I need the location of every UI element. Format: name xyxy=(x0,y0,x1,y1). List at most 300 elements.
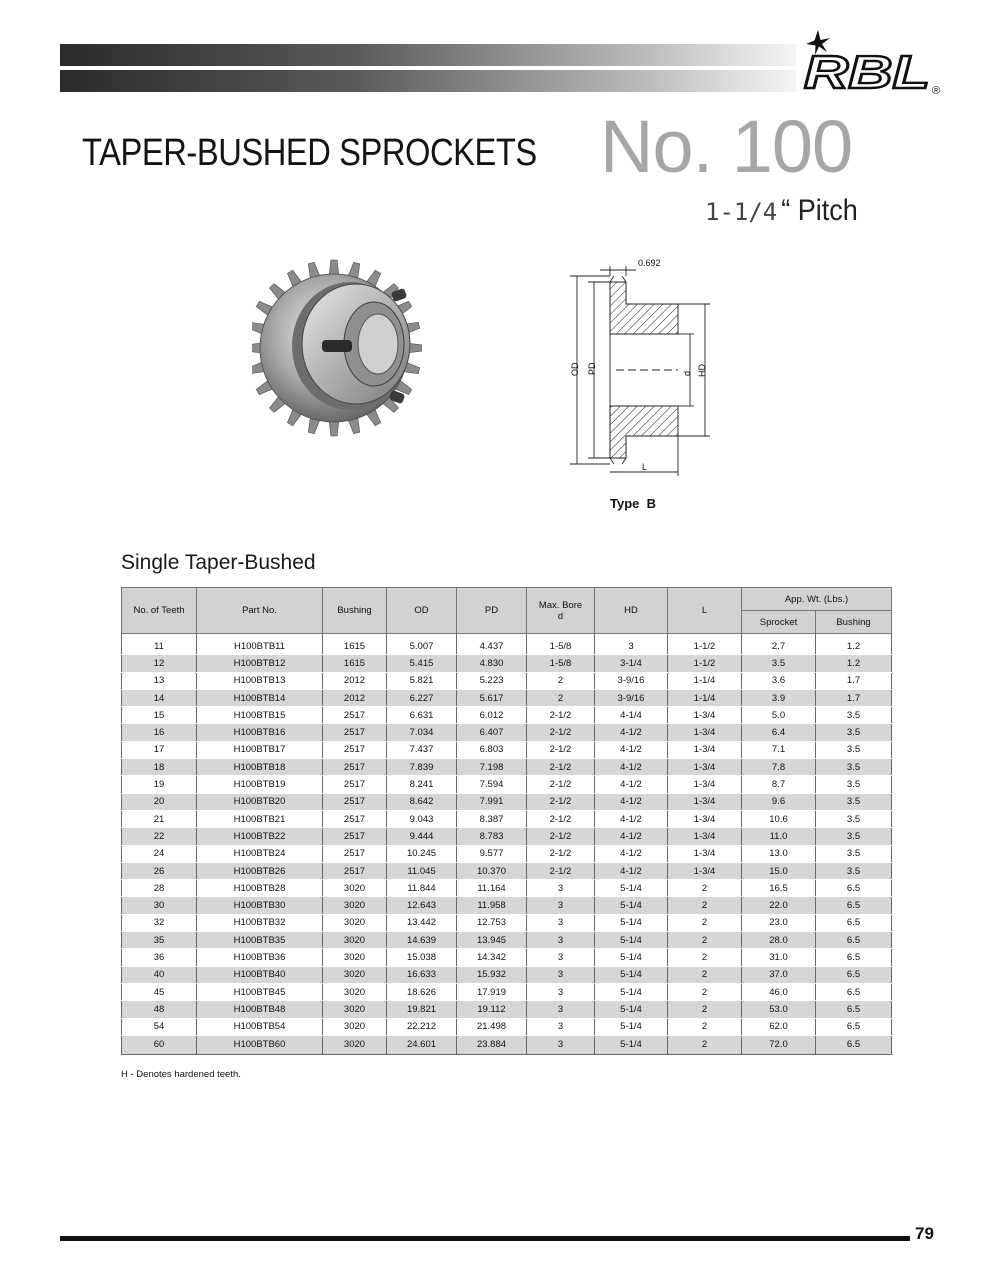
table-cell: 2012 xyxy=(323,689,387,706)
table-cell: 3-9/16 xyxy=(595,689,668,706)
table-cell: 17.919 xyxy=(457,983,527,1000)
table-cell: H100BTB13 xyxy=(197,672,323,689)
table-cell: 5-1/4 xyxy=(595,1018,668,1035)
table-cell: 15.038 xyxy=(387,949,457,966)
table-cell: 8.387 xyxy=(457,810,527,827)
table-cell: 9.444 xyxy=(387,828,457,845)
table-cell: 11.164 xyxy=(457,880,527,897)
sprocket-photo xyxy=(252,252,422,442)
diagram-type-label: Type B xyxy=(610,496,656,511)
table-cell: 7.991 xyxy=(457,793,527,810)
table-cell: 16.633 xyxy=(387,966,457,983)
header-bar-top xyxy=(60,44,796,66)
table-cell: 2 xyxy=(668,949,742,966)
table-cell: 4-1/2 xyxy=(595,724,668,741)
table-cell: 23.884 xyxy=(457,1035,527,1054)
table-cell: H100BTB20 xyxy=(197,793,323,810)
table-cell: 26 xyxy=(122,862,197,879)
table-cell: 23.0 xyxy=(742,914,816,931)
table-cell: 2012 xyxy=(323,672,387,689)
table-cell: 7.1 xyxy=(742,741,816,758)
table-cell: 1-1/2 xyxy=(668,655,742,672)
header-pd: PD xyxy=(457,588,527,634)
table-cell: 22 xyxy=(122,828,197,845)
table-cell: 7.594 xyxy=(457,776,527,793)
table-cell: 14 xyxy=(122,689,197,706)
table-cell: 1-3/4 xyxy=(668,828,742,845)
section-title: Single Taper-Bushed xyxy=(121,551,316,574)
table-cell: 32 xyxy=(122,914,197,931)
table-cell: 3.5 xyxy=(816,759,892,776)
table-cell: 2 xyxy=(668,1035,742,1054)
table-cell: 8.7 xyxy=(742,776,816,793)
header-max-bore-line1: Max. Bore xyxy=(538,599,583,611)
table-cell: 1-3/4 xyxy=(668,810,742,827)
table-cell: 3 xyxy=(527,983,595,1000)
table-cell: H100BTB14 xyxy=(197,689,323,706)
table-cell: 3020 xyxy=(323,932,387,949)
table-cell: 3.5 xyxy=(816,828,892,845)
registered-mark: ® xyxy=(932,85,941,97)
table-cell: 2 xyxy=(668,983,742,1000)
table-cell: 2 xyxy=(668,1018,742,1035)
header-weight-sprocket: Sprocket xyxy=(742,611,816,634)
table-cell: H100BTB17 xyxy=(197,741,323,758)
table-row xyxy=(122,672,892,689)
table-cell: 2517 xyxy=(323,724,387,741)
table-cell: 22.212 xyxy=(387,1018,457,1035)
table-cell: 3.5 xyxy=(816,793,892,810)
table-cell: 9.6 xyxy=(742,793,816,810)
table-cell: 6.803 xyxy=(457,741,527,758)
table-row xyxy=(122,966,892,983)
table-cell: 4-1/2 xyxy=(595,776,668,793)
table-cell: 36 xyxy=(122,949,197,966)
table-row xyxy=(122,949,892,966)
table-cell: 13.0 xyxy=(742,845,816,862)
table-cell: 15 xyxy=(122,707,197,724)
table-cell: 3020 xyxy=(323,983,387,1000)
table-cell: H100BTB12 xyxy=(197,655,323,672)
table-cell: 3 xyxy=(595,634,668,655)
table-cell: 11.045 xyxy=(387,862,457,879)
table-cell: 3.6 xyxy=(742,672,816,689)
label-length: L xyxy=(642,462,648,472)
table-cell: 13.442 xyxy=(387,914,457,931)
type-b-cross-section xyxy=(560,254,730,476)
table-cell: 5-1/4 xyxy=(595,932,668,949)
table-cell: 6.5 xyxy=(816,1001,892,1018)
table-cell: 11.958 xyxy=(457,897,527,914)
table-cell: 3 xyxy=(527,932,595,949)
table-cell: 13 xyxy=(122,672,197,689)
table-cell: 2 xyxy=(668,914,742,931)
header-weight: App. Wt. (Lbs.) xyxy=(742,588,892,611)
table-cell: 3020 xyxy=(323,914,387,931)
table-cell: 6.5 xyxy=(816,949,892,966)
table-cell: 2 xyxy=(668,880,742,897)
table-cell: 5-1/4 xyxy=(595,880,668,897)
table-cell: 2-1/2 xyxy=(527,828,595,845)
table-cell: 1-1/4 xyxy=(668,689,742,706)
table-cell: 4-1/2 xyxy=(595,862,668,879)
table-cell: 2 xyxy=(668,1001,742,1018)
table-cell: 28.0 xyxy=(742,932,816,949)
footnote: H - Denotes hardened teeth. xyxy=(121,1069,241,1080)
label-hd: HD xyxy=(697,364,707,377)
table-cell: 3 xyxy=(527,949,595,966)
table-row xyxy=(122,828,892,845)
table-cell: 3 xyxy=(527,880,595,897)
table-cell: 8.642 xyxy=(387,793,457,810)
table-cell: 2517 xyxy=(323,793,387,810)
table-row xyxy=(122,793,892,810)
table-cell: 3 xyxy=(527,966,595,983)
table-cell: 2 xyxy=(668,897,742,914)
table-cell: 22.0 xyxy=(742,897,816,914)
table-cell: 5.821 xyxy=(387,672,457,689)
table-cell: 1.2 xyxy=(816,634,892,655)
table-cell: H100BTB19 xyxy=(197,776,323,793)
table-cell: 2517 xyxy=(323,810,387,827)
table-cell: 2517 xyxy=(323,759,387,776)
table-cell: 2-1/2 xyxy=(527,845,595,862)
table-cell: 12 xyxy=(122,655,197,672)
table-cell: H100BTB16 xyxy=(197,724,323,741)
table-cell: 3.9 xyxy=(742,689,816,706)
table-cell: H100BTB26 xyxy=(197,862,323,879)
table-cell: 5.617 xyxy=(457,689,527,706)
table-cell: H100BTB36 xyxy=(197,949,323,966)
table-cell: 1.7 xyxy=(816,672,892,689)
table-cell: 24 xyxy=(122,845,197,862)
table-cell: 6.5 xyxy=(816,966,892,983)
table-cell: H100BTB18 xyxy=(197,759,323,776)
table-cell: 8.783 xyxy=(457,828,527,845)
table-cell: 12.643 xyxy=(387,897,457,914)
table-cell: H100BTB30 xyxy=(197,897,323,914)
table-cell: 53.0 xyxy=(742,1001,816,1018)
table-cell: 4-1/2 xyxy=(595,759,668,776)
table-cell: 3.5 xyxy=(816,845,892,862)
table-cell: H100BTB40 xyxy=(197,966,323,983)
table-cell: 1615 xyxy=(323,655,387,672)
table-cell: 2517 xyxy=(323,741,387,758)
table-row xyxy=(122,776,892,793)
table-cell: 2-1/2 xyxy=(527,862,595,879)
table-cell: 2-1/2 xyxy=(527,741,595,758)
table-cell: 5.223 xyxy=(457,672,527,689)
table-cell: 40 xyxy=(122,966,197,983)
header-l: L xyxy=(668,588,742,634)
header-od: OD xyxy=(387,588,457,634)
table-cell: 11.844 xyxy=(387,880,457,897)
table-cell: H100BTB11 xyxy=(197,634,323,655)
table-cell: 21.498 xyxy=(457,1018,527,1035)
table-cell: 1-3/4 xyxy=(668,741,742,758)
table-cell: 62.0 xyxy=(742,1018,816,1035)
spec-table xyxy=(121,587,892,1055)
table-cell: 1-3/4 xyxy=(668,724,742,741)
table-cell: 19.821 xyxy=(387,1001,457,1018)
table-cell: 1.7 xyxy=(816,689,892,706)
table-cell: 3-1/4 xyxy=(595,655,668,672)
table-cell: H100BTB28 xyxy=(197,880,323,897)
table-cell: 1-3/4 xyxy=(668,793,742,810)
table-cell: 2517 xyxy=(323,828,387,845)
table-row xyxy=(122,724,892,741)
table-cell: 2 xyxy=(668,932,742,949)
table-row xyxy=(122,707,892,724)
table-cell: 3020 xyxy=(323,949,387,966)
table-row xyxy=(122,862,892,879)
pitch-label xyxy=(705,194,862,228)
table-cell: 9.043 xyxy=(387,810,457,827)
table-cell: 45 xyxy=(122,983,197,1000)
table-cell: 18 xyxy=(122,759,197,776)
table-cell: 3020 xyxy=(323,966,387,983)
table-cell: 3.5 xyxy=(816,724,892,741)
table-cell: 3.5 xyxy=(816,707,892,724)
table-cell: 1-1/2 xyxy=(668,634,742,655)
table-cell: 3020 xyxy=(323,1035,387,1054)
table-row xyxy=(122,1001,892,1018)
table-cell: 7.839 xyxy=(387,759,457,776)
table-cell: 1-3/4 xyxy=(668,759,742,776)
table-cell: 19 xyxy=(122,776,197,793)
pitch-word: “ Pitch xyxy=(781,194,859,227)
table-cell: 2517 xyxy=(323,776,387,793)
table-cell: 2.7 xyxy=(742,634,816,655)
table-cell: 8.241 xyxy=(387,776,457,793)
table-cell: 6.5 xyxy=(816,1035,892,1054)
table-cell: 72.0 xyxy=(742,1035,816,1054)
table-cell: 5-1/4 xyxy=(595,1035,668,1054)
table-cell: H100BTB45 xyxy=(197,983,323,1000)
table-cell: 12.753 xyxy=(457,914,527,931)
table-cell: 1-3/4 xyxy=(668,776,742,793)
table-cell: 4.437 xyxy=(457,634,527,655)
table-cell: 14.342 xyxy=(457,949,527,966)
table-cell: 10.6 xyxy=(742,810,816,827)
table-cell: 6.5 xyxy=(816,932,892,949)
table-cell: 2 xyxy=(668,966,742,983)
page-title: TAPER-BUSHED SPROCKETS xyxy=(82,132,537,174)
table-cell: 5-1/4 xyxy=(595,914,668,931)
table-cell: 1.2 xyxy=(816,655,892,672)
header-bushing: Bushing xyxy=(323,588,387,634)
table-cell: 19.112 xyxy=(457,1001,527,1018)
table-cell: 11.0 xyxy=(742,828,816,845)
table-row xyxy=(122,897,892,914)
series-number: No. 100 xyxy=(600,105,853,188)
table-cell: 30 xyxy=(122,897,197,914)
table-cell: 16.5 xyxy=(742,880,816,897)
table-cell: 10.245 xyxy=(387,845,457,862)
table-cell: 7.437 xyxy=(387,741,457,758)
header-max-bore-line2: d xyxy=(557,610,564,622)
table-cell: 5.0 xyxy=(742,707,816,724)
table-cell: 2-1/2 xyxy=(527,707,595,724)
table-cell: 7.8 xyxy=(742,759,816,776)
table-cell: 4-1/2 xyxy=(595,741,668,758)
table-cell: 18.626 xyxy=(387,983,457,1000)
table-cell: 6.5 xyxy=(816,914,892,931)
table-cell: 3020 xyxy=(323,1018,387,1035)
table-cell: 11 xyxy=(122,634,197,655)
table-cell: 3-9/16 xyxy=(595,672,668,689)
table-cell: 3020 xyxy=(323,897,387,914)
table-cell: 1615 xyxy=(323,634,387,655)
table-cell: H100BTB21 xyxy=(197,810,323,827)
table-cell: H100BTB32 xyxy=(197,914,323,931)
table-cell: 4.830 xyxy=(457,655,527,672)
table-cell: H100BTB54 xyxy=(197,1018,323,1035)
header-part-no: Part No. xyxy=(197,588,323,634)
table-cell: 1-3/4 xyxy=(668,862,742,879)
table-cell: 37.0 xyxy=(742,966,816,983)
label-bore: d xyxy=(682,370,692,376)
table-cell: 6.5 xyxy=(816,880,892,897)
table-row xyxy=(122,655,892,672)
table-cell: 15.932 xyxy=(457,966,527,983)
table-cell: 60 xyxy=(122,1035,197,1054)
table-cell: 4-1/4 xyxy=(595,707,668,724)
table-row xyxy=(122,634,892,655)
table-cell: 3.5 xyxy=(742,655,816,672)
table-cell: 6.227 xyxy=(387,689,457,706)
table-cell: 1-5/8 xyxy=(527,655,595,672)
table-row xyxy=(122,759,892,776)
table-cell: 3 xyxy=(527,1018,595,1035)
table-cell: 6.5 xyxy=(816,897,892,914)
table-cell: 1-3/4 xyxy=(668,845,742,862)
table-cell: 3 xyxy=(527,897,595,914)
table-cell: 5-1/4 xyxy=(595,983,668,1000)
table-cell: 5.415 xyxy=(387,655,457,672)
table-row xyxy=(122,689,892,706)
table-cell: 14.639 xyxy=(387,932,457,949)
table-cell: 5-1/4 xyxy=(595,1001,668,1018)
label-od: OD xyxy=(570,362,580,376)
dimension-hub-offset: 0.692 xyxy=(638,258,661,268)
table-cell: 21 xyxy=(122,810,197,827)
label-pd: PD xyxy=(587,362,597,375)
pitch-value: 1-1/4 xyxy=(705,198,778,226)
header-teeth: No. of Teeth xyxy=(122,588,197,634)
table-cell: H100BTB22 xyxy=(197,828,323,845)
table-row xyxy=(122,810,892,827)
table-cell: 17 xyxy=(122,741,197,758)
table-cell: 1-5/8 xyxy=(527,634,595,655)
table-cell: 3.5 xyxy=(816,776,892,793)
table-cell: 3.5 xyxy=(816,741,892,758)
table-cell: 2-1/2 xyxy=(527,724,595,741)
table-row xyxy=(122,741,892,758)
table-cell: 2-1/2 xyxy=(527,776,595,793)
table-cell: 6.5 xyxy=(816,983,892,1000)
table-cell: 3.5 xyxy=(816,862,892,879)
table-cell: 3.5 xyxy=(816,810,892,827)
table-row xyxy=(122,1018,892,1035)
table-cell: 46.0 xyxy=(742,983,816,1000)
table-cell: 2517 xyxy=(323,707,387,724)
table-cell: 4-1/2 xyxy=(595,828,668,845)
page-number: 79 xyxy=(915,1224,934,1243)
header-max-bore xyxy=(527,588,595,634)
table-cell: 24.601 xyxy=(387,1035,457,1054)
header-bar-bottom xyxy=(60,70,796,92)
table-cell: 13.945 xyxy=(457,932,527,949)
table-row xyxy=(122,914,892,931)
table-cell: 3 xyxy=(527,1035,595,1054)
table-cell: 1-3/4 xyxy=(668,707,742,724)
table-cell: 2 xyxy=(527,672,595,689)
table-cell: 5-1/4 xyxy=(595,949,668,966)
table-cell: 6.407 xyxy=(457,724,527,741)
table-cell: H100BTB24 xyxy=(197,845,323,862)
table-cell: 10.370 xyxy=(457,862,527,879)
table-cell: H100BTB35 xyxy=(197,932,323,949)
table-cell: 35 xyxy=(122,932,197,949)
table-cell: 48 xyxy=(122,1001,197,1018)
spec-table-body xyxy=(122,634,892,1055)
table-cell: 15.0 xyxy=(742,862,816,879)
table-cell: 3 xyxy=(527,914,595,931)
table-cell: 6.4 xyxy=(742,724,816,741)
table-cell: 2517 xyxy=(323,862,387,879)
rbl-logo xyxy=(796,28,946,100)
header-weight-bushing: Bushing xyxy=(816,611,892,634)
header-hd: HD xyxy=(595,588,668,634)
table-cell: 16 xyxy=(122,724,197,741)
table-cell: 5-1/4 xyxy=(595,966,668,983)
table-cell: 2 xyxy=(527,689,595,706)
table-row xyxy=(122,880,892,897)
table-row xyxy=(122,1035,892,1054)
table-cell: H100BTB60 xyxy=(197,1035,323,1054)
table-cell: 2-1/2 xyxy=(527,793,595,810)
table-cell: 7.034 xyxy=(387,724,457,741)
table-cell: 7.198 xyxy=(457,759,527,776)
table-row xyxy=(122,845,892,862)
table-row xyxy=(122,983,892,1000)
table-cell: 4-1/2 xyxy=(595,810,668,827)
table-cell: 3020 xyxy=(323,1001,387,1018)
table-cell: 6.5 xyxy=(816,1018,892,1035)
table-cell: 6.012 xyxy=(457,707,527,724)
table-cell: 4-1/2 xyxy=(595,793,668,810)
table-cell: 2-1/2 xyxy=(527,759,595,776)
table-row xyxy=(122,932,892,949)
table-cell: 31.0 xyxy=(742,949,816,966)
table-cell: 6.631 xyxy=(387,707,457,724)
table-cell: H100BTB48 xyxy=(197,1001,323,1018)
logo-text: RBL xyxy=(804,46,930,98)
table-cell: 9.577 xyxy=(457,845,527,862)
table-cell: 4-1/2 xyxy=(595,845,668,862)
table-cell: 2-1/2 xyxy=(527,810,595,827)
table-cell: 3 xyxy=(527,1001,595,1018)
table-cell: H100BTB15 xyxy=(197,707,323,724)
table-cell: 3020 xyxy=(323,880,387,897)
table-cell: 5-1/4 xyxy=(595,897,668,914)
table-cell: 54 xyxy=(122,1018,197,1035)
table-cell: 2517 xyxy=(323,845,387,862)
table-cell: 5.007 xyxy=(387,634,457,655)
table-cell: 1-1/4 xyxy=(668,672,742,689)
footer-rule xyxy=(60,1236,910,1241)
